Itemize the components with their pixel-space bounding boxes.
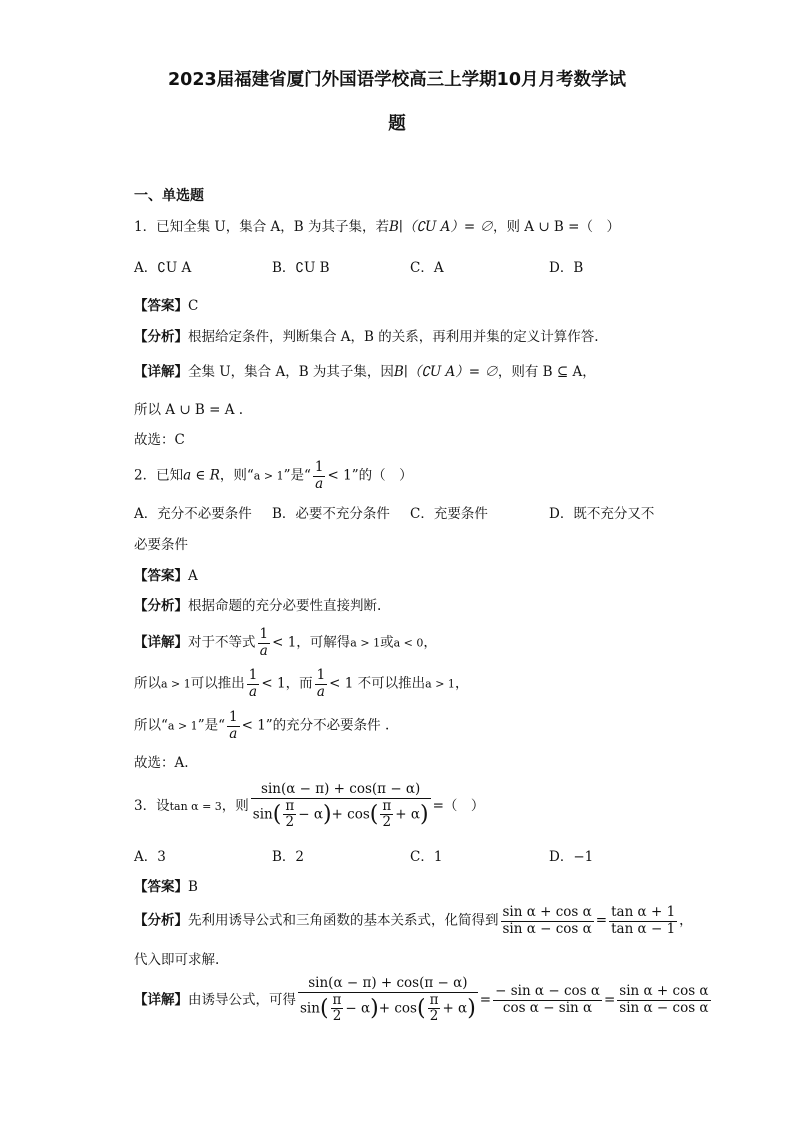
q1-option-c: C．A bbox=[410, 260, 444, 276]
q2-stem: 2．已知a ∈ R，则“a > 1”是“ $\frac{1}{a}$ < 1”的（ ） bbox=[134, 459, 413, 492]
q3-option-c: C．1 bbox=[410, 849, 443, 865]
q2-detail: 【详解】对于不等式 $\frac{1}{a}$ < 1，可解得a > 1或a < 0， bbox=[134, 626, 437, 659]
q3-detail-fraction: sin(α − π) + cos(π − α) sin( $\frac{\pi}{2}$ − α)+ cos( $\frac{\pi}{2}$ + α) bbox=[300, 975, 476, 1025]
q3-answer: 【答案】B bbox=[134, 879, 198, 895]
q2-answer: 【答案】A bbox=[134, 568, 198, 584]
q2-option-d-wrap: 必要条件 bbox=[134, 537, 188, 553]
q3-option-b: B．2 bbox=[272, 849, 305, 865]
q1-option-a: A．∁U A bbox=[134, 260, 192, 276]
q2-choice: 故选：A. bbox=[134, 755, 189, 771]
q2-detail-line3: 所以“a > 1”是“ $\frac{1}{a}$ < 1”的充分不必要条件 . bbox=[134, 709, 390, 742]
q1-answer: 【答案】C bbox=[134, 298, 199, 314]
q2-option-b: B．必要不充分条件 bbox=[272, 506, 390, 522]
q3-stem: 3．设tan α = 3，则 sin(α − π) + cos(π − α) sin( $\frac{\pi}{2}$ − α)+ cos( $\frac{\pi}{2}$ + α) =（ ） bbox=[134, 781, 485, 831]
q1-analysis: 【分析】根据给定条件，判断集合 A，B 的关系，再利用并集的定义计算作答. bbox=[134, 329, 599, 345]
section-heading: 一、单选题 bbox=[134, 188, 204, 204]
q1-choice: 故选：C bbox=[134, 432, 185, 448]
q3-analysis: 【分析】先利用诱导公式和三角函数的基本关系式，化简得到 $\frac{\text{sin α + cos α}}{\text{sin α − cos α}}$ = $\frac{\text{tan α + 1}}{\text{tan α − 1}}$ ， bbox=[134, 904, 693, 937]
q1-detail: 【详解】全集 U，集合 A，B 为其子集，因B∣（∁U A）= ∅，则有 B ⊆ A， bbox=[134, 364, 596, 380]
page-title-continued: 题 bbox=[388, 114, 406, 134]
q1-option-b: B．∁U B bbox=[272, 260, 330, 276]
q2-detail-line2: 所以a > 1可以推出 $\frac{1}{a}$ < 1，而 $\frac{1}{a}$ < 1 不可以推出a > 1， bbox=[134, 667, 469, 700]
q2-option-d: D．既不充分又不 bbox=[549, 506, 655, 522]
q1-option-d: D．B bbox=[549, 260, 584, 276]
q3-option-d: D．−1 bbox=[549, 849, 594, 865]
q2-option-c: C．充要条件 bbox=[410, 506, 488, 522]
q3-option-a: A．3 bbox=[134, 849, 166, 865]
q3-detail: 【详解】由诱导公式，可得 sin(α − π) + cos(π − α) sin( $\frac{\pi}{2}$ − α)+ cos( $\frac{\pi}{2}$ + α) = $\frac{\text{− sin α − cos α}}{\text{cos α − sin α}}$ = $\frac{\text{sin α + cos α}}{\text{sin α − cos α}}$ bbox=[134, 975, 709, 1025]
q2-analysis: 【分析】根据命题的充分必要性直接判断. bbox=[134, 598, 382, 614]
q3-analysis-line2: 代入即可求解. bbox=[134, 952, 220, 968]
q1-detail-line2: 所以 A ∪ B = A . bbox=[134, 402, 244, 418]
q1-stem: 1．已知全集 U，集合 A，B 为其子集，若B∣（∁U A）= ∅，则 A ∪ B =（ ） bbox=[134, 219, 620, 235]
q2-option-a: A．充分不必要条件 bbox=[134, 506, 252, 522]
q3-fraction: sin(α − π) + cos(π − α) sin( $\frac{\pi}{2}$ − α)+ cos( $\frac{\pi}{2}$ + α) bbox=[252, 781, 429, 831]
page-title: 2023届福建省厦门外国语学校高三上学期10月月考数学试 bbox=[167, 70, 627, 90]
